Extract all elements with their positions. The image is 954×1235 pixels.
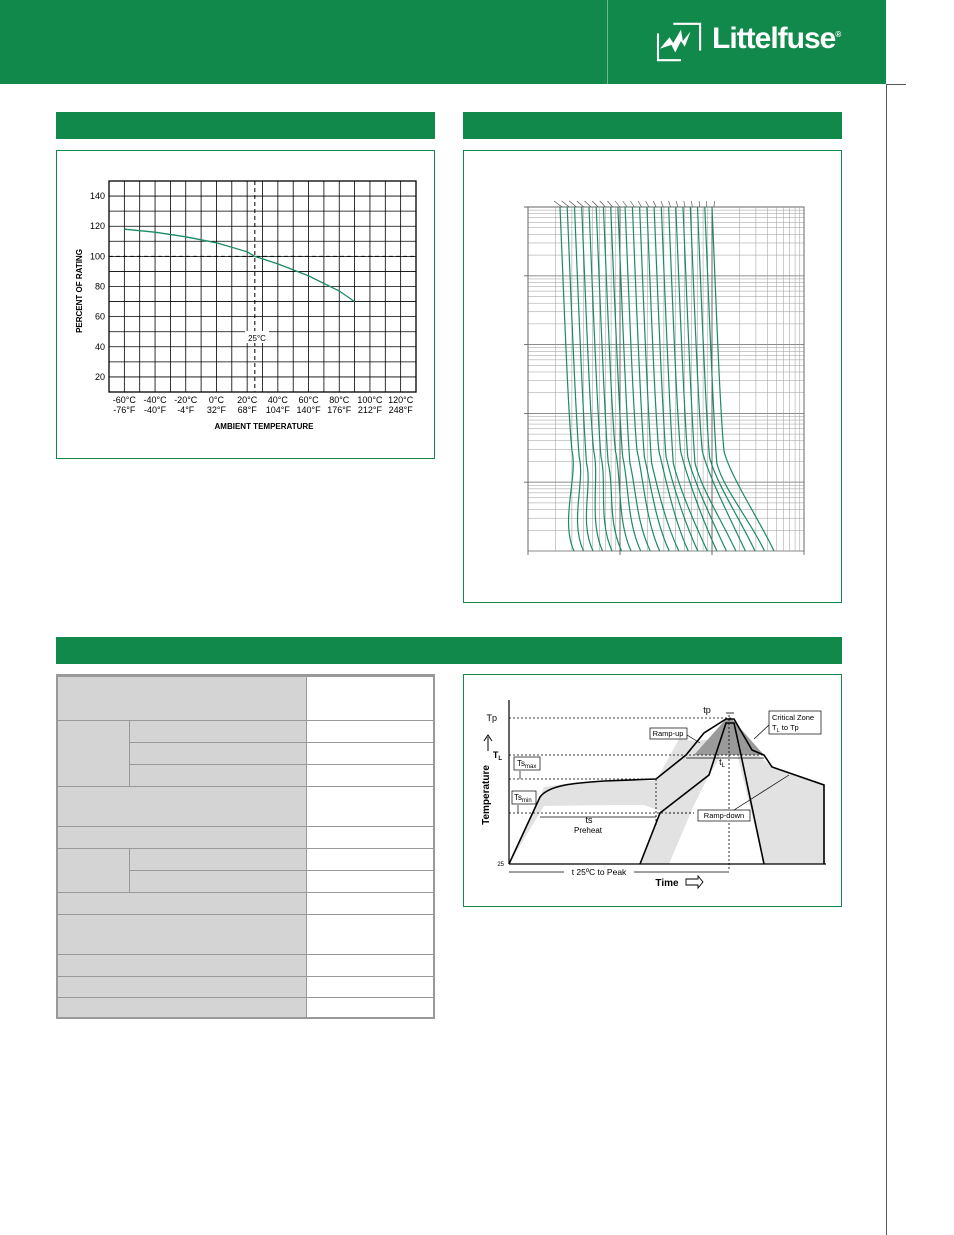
series-tick xyxy=(569,201,576,207)
section-bar-soldering xyxy=(56,637,842,664)
tsmax-sub: max xyxy=(525,764,537,770)
table-parameter-cell xyxy=(58,892,306,914)
x-tick-label-c: 100°C xyxy=(357,395,383,405)
critical-tl-main: T xyxy=(772,723,777,732)
preheat-label: Preheat xyxy=(573,826,603,835)
profile-fill-region xyxy=(509,730,824,864)
x-tick-label-c: -40°C xyxy=(143,395,167,405)
table-row-line xyxy=(58,676,433,677)
x-tick-label-c: 120°C xyxy=(388,395,414,405)
y-tick-label: 140 xyxy=(89,191,105,202)
soldering-parameters-table xyxy=(56,674,435,1019)
x-tick-label-f: 176°F xyxy=(327,405,352,415)
right-margin-rule xyxy=(886,84,887,1235)
tp-label: tp xyxy=(703,705,711,715)
table-row-line xyxy=(58,826,433,827)
series-tick xyxy=(653,201,656,207)
table-subparameter-cell xyxy=(129,720,306,742)
header-divider xyxy=(607,0,608,84)
section-bar-time-current xyxy=(463,112,842,139)
temperature-axis-label: Temperature xyxy=(481,765,492,825)
x-tick-label-f: -4°F xyxy=(177,405,195,415)
derating-curve xyxy=(124,229,354,301)
series-ticks xyxy=(554,201,714,207)
reference-label: 25°C xyxy=(248,334,266,343)
section-bar-derating xyxy=(56,112,435,139)
table-column-line xyxy=(129,848,130,892)
reflow-profile-panel xyxy=(463,674,842,907)
x-tick-label-f: 104°F xyxy=(265,405,290,415)
tl-label-sub: L xyxy=(721,763,725,769)
series-tick xyxy=(585,201,591,207)
y-tick-label: 80 xyxy=(94,281,105,292)
x-tick-label-c: 80°C xyxy=(329,395,350,405)
tl-axis-label xyxy=(493,750,503,762)
time-current-chart-panel xyxy=(463,150,842,603)
series-tick xyxy=(661,201,663,207)
table-group-cell xyxy=(58,848,129,892)
table-parameter-cell xyxy=(58,976,306,997)
x-tick-label-f: -40°F xyxy=(143,405,167,415)
brand-wordmark xyxy=(712,22,840,56)
brand-name: Littelfuse xyxy=(712,22,836,55)
time-axis-label: Time xyxy=(655,878,679,889)
critical-tl-sub: L xyxy=(776,728,780,734)
series-tick xyxy=(623,201,627,207)
tsmax-main: Ts xyxy=(517,759,525,768)
y-tick-label: 40 xyxy=(94,341,105,352)
critical-to-tp: to Tp xyxy=(779,723,799,732)
table-group-cell xyxy=(58,720,129,786)
x-tick-label-c: 40°C xyxy=(267,395,288,405)
ramp-up-label: Ramp-up xyxy=(652,729,684,738)
y-tick-label: 100 xyxy=(89,251,105,262)
series-tick xyxy=(630,201,634,207)
y-tick-labels xyxy=(90,191,105,382)
tp-axis-label: Tp xyxy=(486,713,497,723)
series-tick xyxy=(554,201,562,207)
x-tick-label-c: -20°C xyxy=(174,395,198,405)
littelfuse-logo-icon xyxy=(655,20,705,64)
x-tick-label-c: 20°C xyxy=(237,395,258,405)
x-tick-label-f: 212°F xyxy=(357,405,383,415)
table-parameter-cell xyxy=(58,997,306,1017)
series-tick xyxy=(646,201,649,207)
x-tick-label-f: -76°F xyxy=(113,405,136,415)
derating-grid xyxy=(109,181,416,392)
critical-zone-label-1: Critical Zone xyxy=(772,713,815,722)
x-tick-label-f: 248°F xyxy=(388,405,413,415)
derating-chart xyxy=(57,151,434,458)
tl-axis-main: T xyxy=(492,750,499,760)
series-tick xyxy=(691,201,692,207)
brand-reg-mark: ® xyxy=(835,30,841,39)
axis-25-label: 25 xyxy=(497,862,504,868)
series-tick xyxy=(669,201,671,207)
series-tick xyxy=(562,201,570,207)
x-axis-label: AMBIENT TEMPERATURE xyxy=(214,422,314,431)
table-row-line xyxy=(58,976,433,977)
y-tick-label: 20 xyxy=(94,371,105,382)
x-tick-labels-celsius xyxy=(113,395,414,405)
table-subparameter-cell xyxy=(129,848,306,870)
table-row-line xyxy=(58,786,433,787)
tl-label xyxy=(719,757,726,769)
y-tick-label: 60 xyxy=(94,311,105,322)
table-parameter-cell xyxy=(58,826,306,848)
series-tick xyxy=(592,201,598,207)
ts-label: ts xyxy=(585,815,593,825)
reflow-profile-diagram xyxy=(464,675,841,906)
series-tick xyxy=(676,201,678,207)
table-row-line xyxy=(129,764,433,765)
table-row-line xyxy=(58,997,433,998)
series-tick xyxy=(607,201,612,207)
table-parameter-cell xyxy=(58,954,306,976)
table-parameter-cell xyxy=(58,914,306,954)
ramp-down-label: Ramp-down xyxy=(703,811,745,820)
series-tick xyxy=(577,201,584,207)
table-row-line xyxy=(129,870,433,871)
table-row-line xyxy=(58,954,433,955)
table-column-line xyxy=(129,720,130,786)
table-row-line xyxy=(58,892,433,893)
table-subparameter-cell xyxy=(129,870,306,892)
tsmin-sub: min xyxy=(522,798,532,804)
table-parameter-cell xyxy=(58,786,306,826)
right-margin-tick xyxy=(886,84,906,85)
t25-label: t 25ºC to Peak xyxy=(571,867,627,877)
series-tick xyxy=(600,201,606,207)
y-tick-label: 120 xyxy=(89,221,105,232)
x-tick-labels-fahrenheit xyxy=(113,405,413,415)
x-tick-label-c: 0°C xyxy=(208,395,225,405)
time-current-curve xyxy=(676,207,727,551)
table-row-line xyxy=(58,848,433,849)
time-current-curve xyxy=(690,207,745,551)
series-tick xyxy=(615,201,620,207)
tl-axis-sub: L xyxy=(498,756,502,762)
table-subparameter-cell xyxy=(129,742,306,764)
table-row-line xyxy=(58,720,433,721)
temperature-arrow-icon xyxy=(484,735,492,751)
y-axis-label: PERCENT OF RATING xyxy=(75,249,84,333)
x-tick-label-f: 68°F xyxy=(237,405,257,415)
x-tick-label-c: -60°C xyxy=(112,395,136,405)
derating-chart-panel xyxy=(56,150,435,459)
table-column-line xyxy=(306,676,307,1017)
tsmin-main: Ts xyxy=(514,793,522,802)
x-tick-label-f: 32°F xyxy=(206,405,227,415)
table-row-line xyxy=(129,742,433,743)
series-tick xyxy=(684,201,685,207)
table-body xyxy=(58,676,433,1017)
critical-zone-pointer xyxy=(754,725,769,739)
table-row-line xyxy=(58,914,433,915)
time-arrow-icon xyxy=(686,876,703,888)
x-tick-label-c: 60°C xyxy=(298,395,319,405)
table-parameter-cell xyxy=(58,676,306,720)
time-current-chart xyxy=(464,151,841,602)
x-tick-label-f: 140°F xyxy=(296,405,321,415)
tl-label-main: t xyxy=(719,757,722,767)
table-subparameter-cell xyxy=(129,764,306,786)
series-tick xyxy=(638,201,642,207)
